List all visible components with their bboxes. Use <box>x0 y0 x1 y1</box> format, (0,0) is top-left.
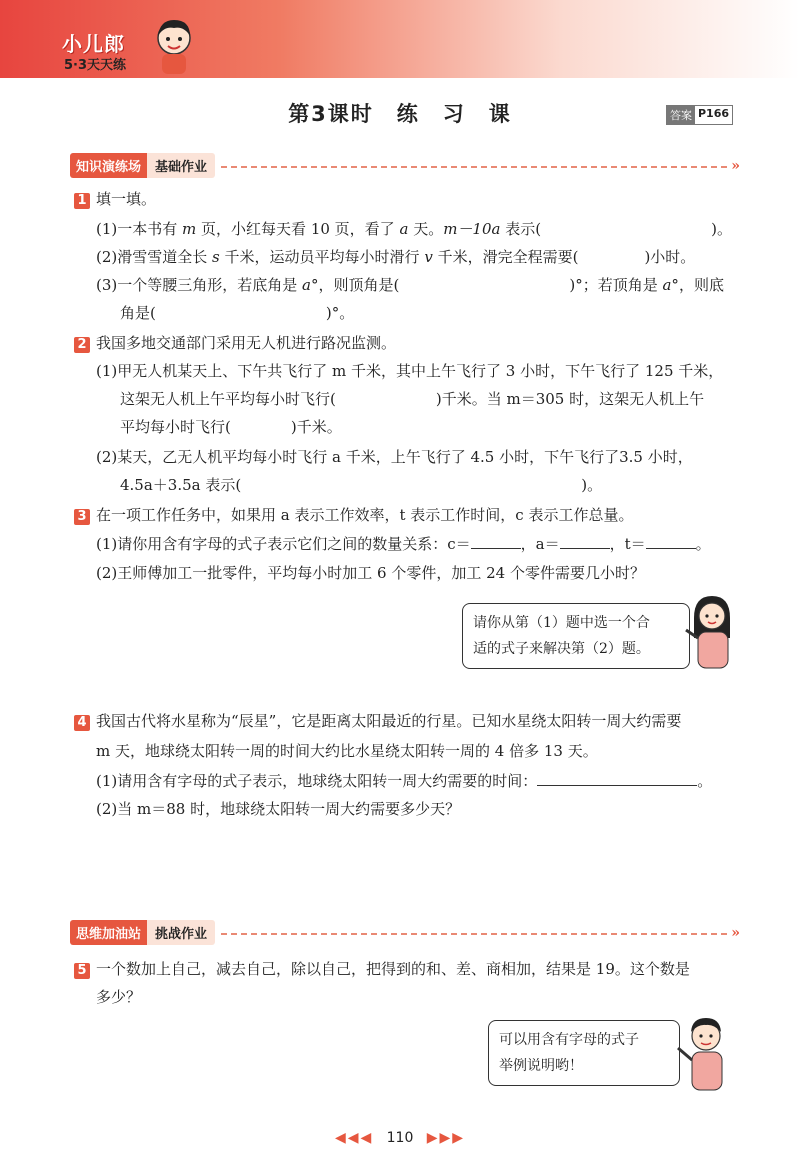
section-subtag: 基础作业 <box>147 153 215 178</box>
question-number: 1 <box>74 193 90 209</box>
section-tag: 思维加油站 <box>70 920 147 945</box>
dashed-divider <box>221 933 727 935</box>
double-arrow-icon: » <box>731 157 740 174</box>
double-arrow-icon: » <box>731 924 740 941</box>
section-subtag: 挑战作业 <box>147 920 215 945</box>
page-footer <box>0 1130 800 1146</box>
q4-stem-2: m 天，地球绕太阳转一周的时间大约比水星绕太阳转一周的 4 倍多 13 天。 <box>96 742 598 760</box>
hint-bubble-1 <box>462 603 690 669</box>
stem-text: 填一填。 <box>96 190 157 208</box>
section-header-basic <box>70 153 740 178</box>
q2-line-4: (2)某天，乙无人机平均每小时飞行 a 千米，上午飞行了 4.5 小时，下午飞行了3.5 小时， <box>96 448 693 466</box>
q1-line-3: (3)一个等腰三角形，若底角是 a°，则顶角是( )°；若顶角是 a°，则底 <box>96 276 724 294</box>
boy-illustration-icon <box>672 1012 736 1092</box>
page-number: 110 <box>386 1130 414 1146</box>
section-tag: 知识演练场 <box>70 153 147 178</box>
question-4-stem <box>74 710 681 731</box>
q1-line-1: (1)一本书有 m 页，小红每天看 10 页，看了 a 天。m－10a 表示( )。 <box>96 220 732 238</box>
answer-underline[interactable] <box>646 536 696 549</box>
page-title: 第3课时 练 习 课 <box>288 102 512 126</box>
hint-bubble-2 <box>488 1020 680 1086</box>
question-number: 2 <box>74 337 90 353</box>
stem-text: 我国多地交通部门采用无人机进行路况监测。 <box>96 334 397 352</box>
right-arrows-icon: ▶▶▶ <box>426 1130 466 1146</box>
answer-reference <box>666 105 733 125</box>
girl-illustration-icon <box>680 590 740 670</box>
stem-text: 我国古代将水星称为“辰星”，它是距离太阳最近的行星。已知水星绕太阳转一周大约需要 <box>96 712 682 730</box>
q2-line-2: 这架无人机上午平均每小时飞行( )千米。当 m＝305 时，这架无人机上午 <box>120 390 705 408</box>
q1-line-4: 角是( )°。 <box>120 304 355 322</box>
question-number: 5 <box>74 963 90 979</box>
left-arrows-icon: ◀◀◀ <box>334 1130 374 1146</box>
answer-label: 答案 <box>667 106 695 124</box>
q5-stem-2: 多少？ <box>96 988 142 1006</box>
stem-text: 在一项工作任务中，如果用 a 表示工作效率，t 表示工作时间，c 表示工作总量。 <box>96 506 634 524</box>
dashed-divider <box>221 166 727 168</box>
series-name: 5·3天天练 <box>64 58 127 73</box>
q2-line-5: 4.5a＋3.5a 表示( )。 <box>120 476 603 494</box>
stem-text: 一个数加上自己，减去自己，除以自己，把得到的和、差、商相加，结果是 19。这个数是 <box>96 960 690 978</box>
hint-text: 请你从第（1）题中选一个合 <box>473 615 650 631</box>
q1-line-2: (2)滑雪雪道全长 s 千米，运动员平均每小时滑行 v 千米，滑完全程需要( )小时。 <box>96 248 696 266</box>
section-header-challenge <box>70 920 740 945</box>
question-number: 3 <box>74 509 90 525</box>
question-2-stem <box>74 332 396 353</box>
answer-page: P166 <box>698 107 730 120</box>
brand-logo: 小儿郎 <box>62 32 125 56</box>
q2-line-3: 平均每小时飞行( )千米。 <box>120 418 342 436</box>
hint-text: 适的式子来解决第（2）题。 <box>473 641 650 657</box>
hint-text: 举例说明哟！ <box>499 1058 583 1074</box>
q4-line-1: (1)请用含有字母的式子表示，地球绕太阳转一周大约需要的时间： 。 <box>96 772 713 790</box>
q2-line-1: (1)甲无人机某天上、下午共飞行了 m 千米，其中上午飞行了 3 小时，下午飞行了 125 千米， <box>96 362 724 380</box>
q3-line-2: (2)王师傅加工一批零件，平均每小时加工 6 个零件，加工 24 个零件需要几小时？ <box>96 564 645 582</box>
question-3-stem <box>74 504 633 525</box>
answer-underline[interactable] <box>560 536 610 549</box>
boy-mascot-icon <box>150 14 198 76</box>
answer-underline[interactable] <box>537 773 697 786</box>
hint-text: 可以用含有字母的式子 <box>499 1032 639 1048</box>
question-5-stem <box>74 958 690 979</box>
q3-line-1: (1)请你用含有字母的式子表示它们之间的数量关系：c＝ ，a＝ ，t＝ 。 <box>96 535 711 553</box>
answer-underline[interactable] <box>471 536 521 549</box>
question-number: 4 <box>74 715 90 731</box>
question-1-stem <box>74 188 156 209</box>
q4-line-2: (2)当 m＝88 时，地球绕太阳转一周大约需要多少天？ <box>96 800 461 818</box>
